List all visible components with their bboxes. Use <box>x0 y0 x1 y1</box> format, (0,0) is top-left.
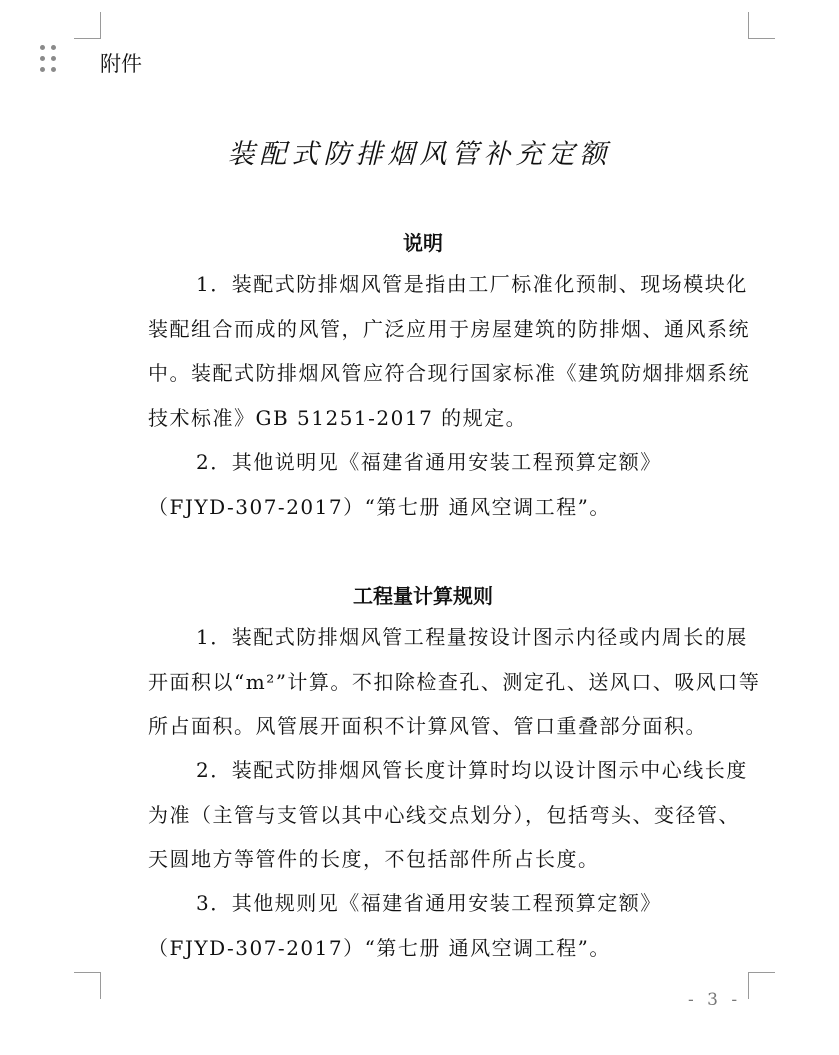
text-line: 2．装配式防排烟风管长度计算时均以设计图示中心线长度 <box>196 758 748 782</box>
paragraph-rule-3 <box>100 881 746 970</box>
section-heading-rules: 工程量计算规则 <box>353 584 493 608</box>
paragraph-rule-2 <box>100 748 746 882</box>
paragraph-description-1 <box>100 262 750 440</box>
text-line: 1．装配式防排烟风管是指由工厂标准化预制、现场模块化 <box>196 272 748 296</box>
attachment-label: 附件 <box>100 52 142 76</box>
section-heading-description: 说明 <box>403 231 443 255</box>
text-line: 开面积以“m²”计算。不扣除检查孔、测定孔、送风口、吸风口等 <box>148 669 761 694</box>
page-number: - 3 - <box>688 990 742 1010</box>
drag-handle-icon[interactable] <box>40 45 62 75</box>
text-line: 天圆地方等管件的长度，不包括部件所占长度。 <box>148 847 600 871</box>
paragraph-description-2 <box>100 440 746 529</box>
text-line: （FJYD-307-2017）“第七册 通风空调工程”。 <box>148 494 611 519</box>
text-line: 装配组合而成的风管，广泛应用于房屋建筑的防排烟、通风系统 <box>148 316 750 341</box>
text-line: 2．其他说明见《福建省通用安装工程预算定额》 <box>196 450 662 474</box>
text-line: 1．装配式防排烟风管工程量按设计图示内径或内周长的展 <box>196 625 748 649</box>
text-line: 3．其他规则见《福建省通用安装工程预算定额》 <box>196 891 662 915</box>
paragraph-rule-1 <box>100 615 761 749</box>
crop-mark-top-right <box>748 12 775 39</box>
document-title: 装配式防排烟风管补充定额 <box>227 139 612 170</box>
crop-mark-bottom-right <box>748 972 775 999</box>
text-line: 为准（主管与支管以其中心线交点划分），包括弯头、变径管、 <box>148 802 740 827</box>
text-line: （FJYD-307-2017）“第七册 通风空调工程”。 <box>148 935 611 960</box>
text-line: 中。装配式防排烟风管应符合现行国家标准《建筑防烟排烟系统 <box>148 361 750 385</box>
text-line: 技术标准》GB 51251-2017 的规定。 <box>148 405 528 430</box>
crop-mark-top-left <box>74 12 101 39</box>
crop-mark-bottom-left <box>74 972 101 999</box>
text-line: 所占面积。风管展开面积不计算风管、管口重叠部分面积。 <box>148 714 707 738</box>
